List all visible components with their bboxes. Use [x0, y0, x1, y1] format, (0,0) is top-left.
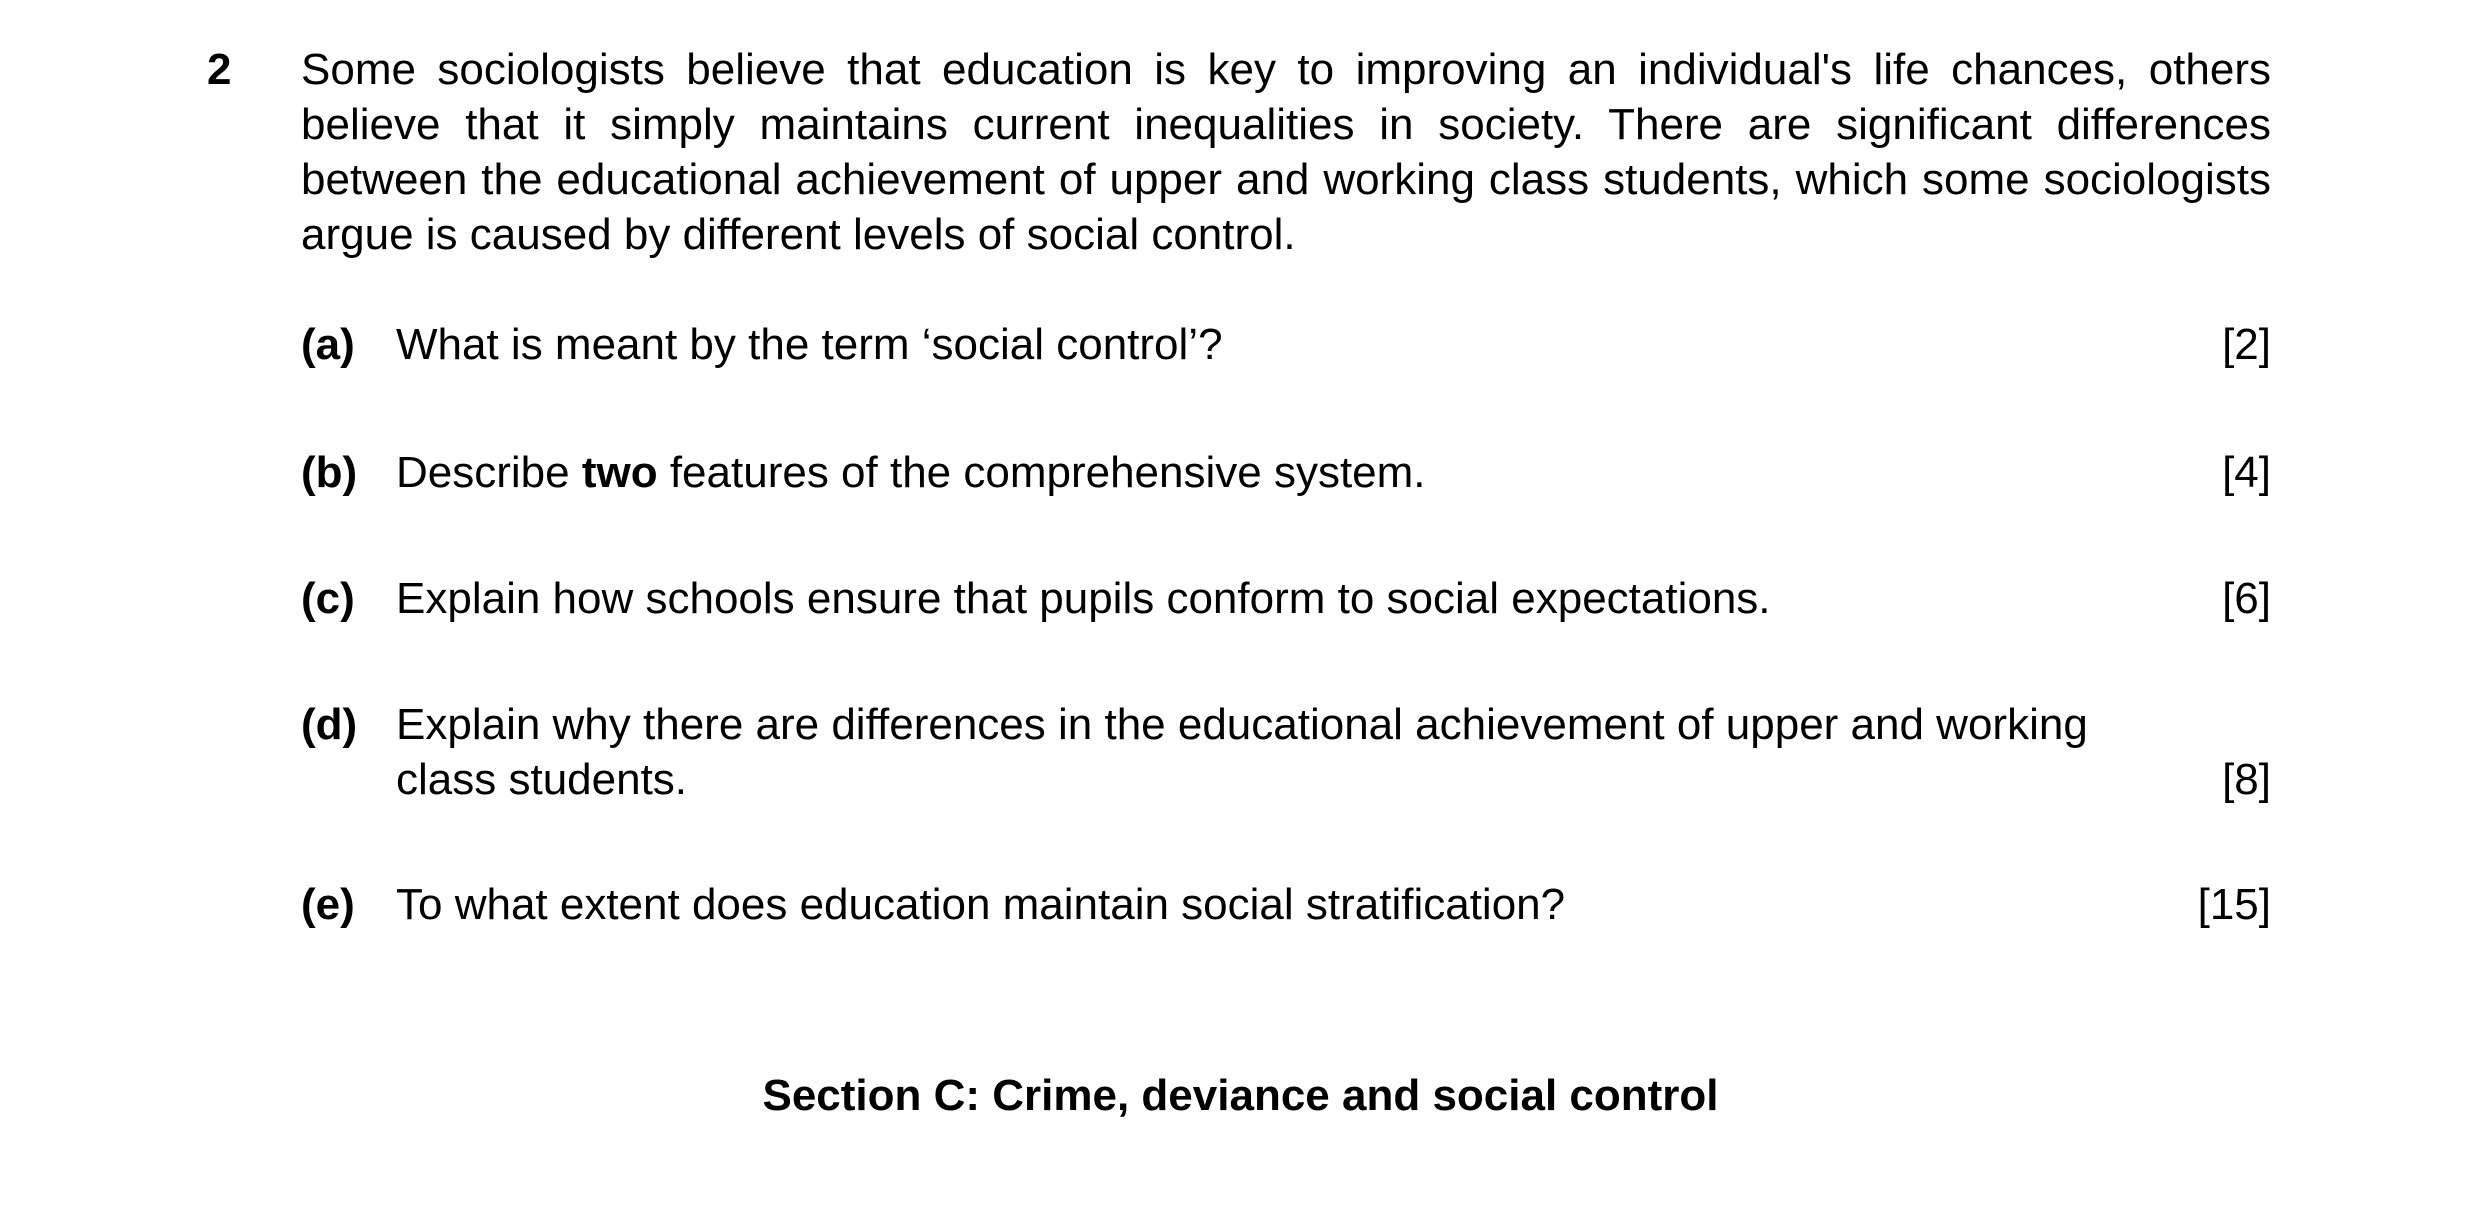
part-text-b-start: Describe [396, 448, 582, 497]
question-part-e [301, 877, 2271, 932]
question-part-b [301, 445, 2271, 500]
question-part-a [301, 317, 2271, 372]
part-marks-e: [15] [2197, 880, 2271, 929]
question-part-c [301, 571, 2271, 626]
part-text-a: What is meant by the term ‘social control’? [396, 320, 1223, 369]
part-text-e: To what extent does education maintain social stratification? [396, 880, 1566, 929]
part-label-e: (e) [301, 880, 355, 929]
part-marks-c: [6] [2222, 574, 2271, 623]
part-text-b-emphasis: two [581, 448, 658, 497]
part-marks-a: [2] [2222, 320, 2271, 369]
question-number: 2 [207, 45, 232, 94]
part-label-b: (b) [301, 448, 358, 497]
part-label-d: (d) [301, 700, 358, 749]
part-label-a: (a) [301, 320, 355, 369]
question-stem: Some sociologists believe that education is key to improving an individual's life chances, others believe that it simply maintains current inequalities in society. There are significant differences between the educational achievement of upper and working class students, which some sociologists argue is caused by different levels of social control. [301, 45, 2271, 259]
part-marks-d: [8] [2222, 755, 2271, 804]
part-text-b-end: features of the comprehensive system. [657, 448, 1426, 497]
part-text-d: Explain why there are differences in the educational achievement of upper and working class students. [396, 700, 2088, 804]
question-part-d [301, 697, 2271, 807]
part-marks-b: [4] [2222, 448, 2271, 497]
part-label-c: (c) [301, 574, 355, 623]
section-heading: Section C: Crime, deviance and social control [762, 1071, 1719, 1120]
part-text-c: Explain how schools ensure that pupils conform to social expectations. [396, 574, 1771, 623]
part-text-b [396, 445, 2271, 500]
